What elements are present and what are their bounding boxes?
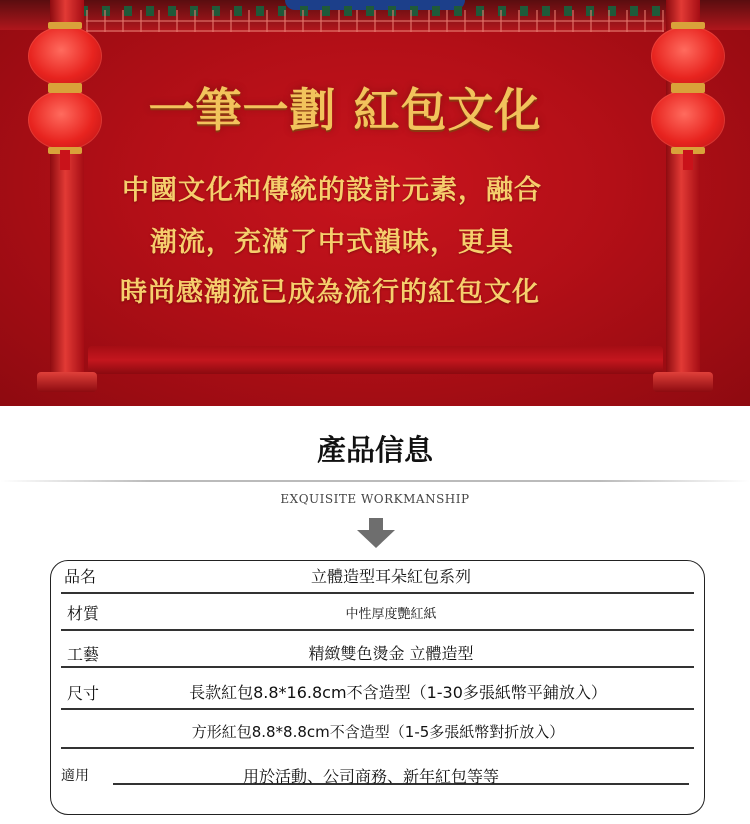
lantern-tassel [683,150,693,170]
row-label-size: 尺寸 [67,684,100,703]
scroll-bottom-bar [88,346,663,374]
row-value-size-long: 長款紅包8.8*16.8cm不含造型（1-30多張紙幣平鋪放入） [189,683,607,702]
row-value-name: 立體造型耳朵紅包系列 [310,567,471,586]
banner-title: 一筆一劃 紅包文化 [148,83,542,137]
lantern-icon [28,26,102,86]
lattice-pattern [86,10,664,32]
row-label-craft: 工藝 [67,645,100,664]
banner-text-line: 時尚感潮流已成為流行的紅包文化 [120,277,540,308]
banner-text-line: 潮流，充滿了中式韻味，更具 [150,227,514,258]
left-pillar-base [37,372,97,392]
row-divider [61,666,694,668]
lantern-icon [651,90,725,150]
row-label-name: 品名 [64,567,97,586]
lantern-icon [651,26,725,86]
row-value-size-square: 方形紅包8.8*8.8cm不含造型（1-5多張紙幣對折放入） [191,723,565,741]
right-pillar-base [653,372,713,392]
row-divider [61,708,694,710]
row-divider [61,747,694,749]
row-value-usage: 用於活動、公司商務、新年紅包等等 [242,767,499,786]
divider [0,480,750,482]
row-divider [61,629,694,631]
lantern-tassel [60,150,70,170]
row-divider [61,592,694,594]
lantern-icon [28,90,102,150]
spec-table [50,560,705,815]
hero-banner [0,0,750,406]
arrow-down-icon [357,518,395,548]
section-subtitle: EXQUISITE WORKMANSHIP [280,492,470,506]
section-title: 產品信息 [316,433,433,467]
row-label-material: 材質 [67,604,100,623]
row-value-craft: 精緻雙色燙金 立體造型 [308,644,474,663]
banner-text-line: 中國文化和傳統的設計元素，融合 [122,175,542,206]
row-value-material: 中性厚度艷紅紙 [345,607,437,622]
row-label-usage: 適用 [61,768,89,784]
